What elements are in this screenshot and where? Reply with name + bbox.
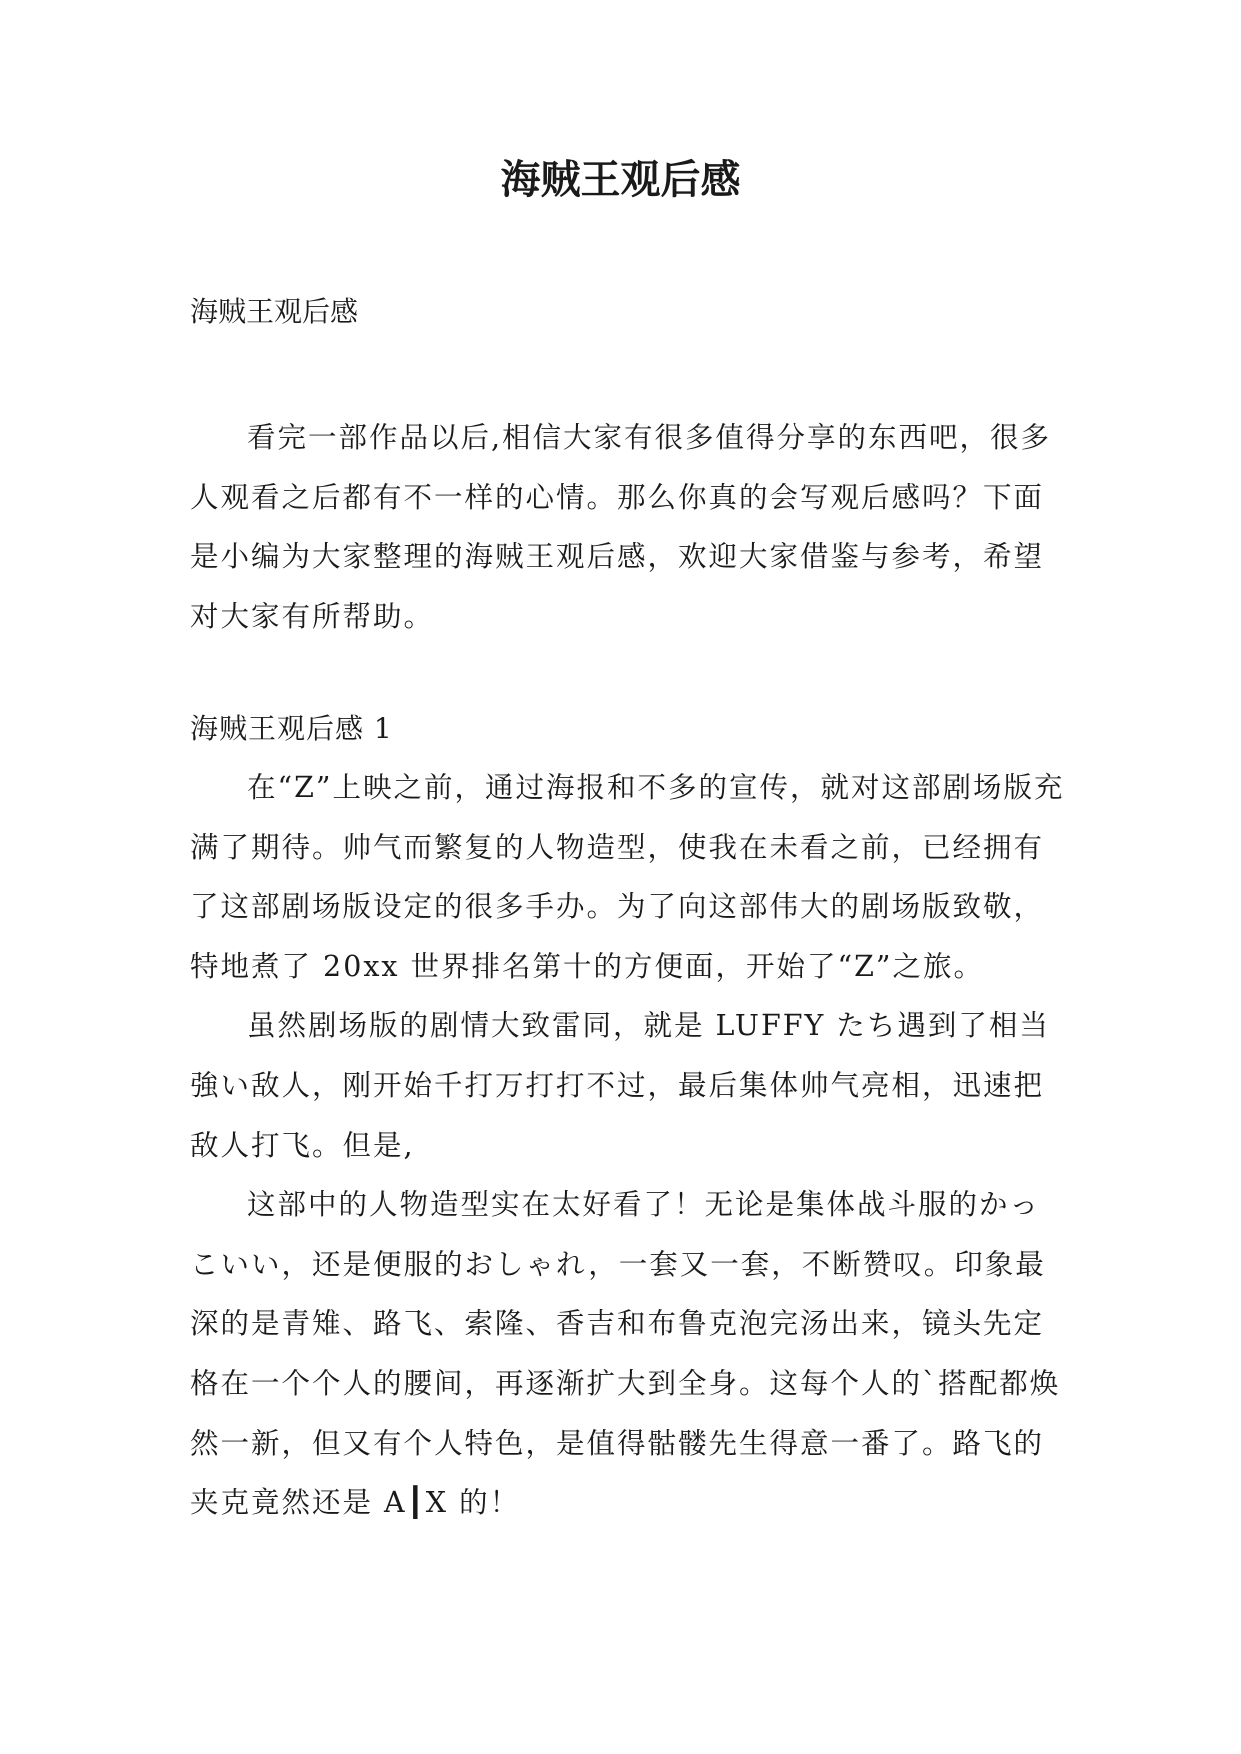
document-subtitle: 海贼王观后感 — [190, 295, 359, 328]
intro-paragraph: 看完一部作品以后,相信大家有很多值得分享的东西吧，很多人观看之后都有不一样的心情。那么你真的会写观后感吗？下面是小编为大家整理的海贼王观后感，欢迎大家借鉴与参考，希望对大家有所帮助。 — [190, 421, 1052, 633]
body-paragraph-1: 在“Z”上映之前，通过海报和不多的宣传，就对这部剧场版充满了期待。帅气而繁复的人物造型，使我在未看之前，已经拥有了这部剧场版设定的很多手办。为了向这部伟大的剧场版致敬，特地煮了 20xx 世界排名第十的方便面，开始了“Z”之旅。 — [190, 771, 1065, 983]
body-paragraph-3: 这部中的人物造型实在太好看了！无论是集体战斗服的かっこいい，还是便服的おしゃれ，一套又一套，不断赞叹。印象最深的是青雉、路飞、索隆、香吉和布鲁克泡完汤出来，镜头先定格在一个个人的腰间，再逐渐扩大到全身。这每个人的`搭配都焕然一新，但又有个人特色，是值得骷髅先生得意一番了。路飞的夹克竟然还是 A┃X 的！ — [190, 1188, 1061, 1520]
body-paragraph-2: 虽然剧场版的剧情大致雷同，就是 LUFFY たち遇到了相当強い敌人，刚开始千打万打打不过，最后集体帅气亮相，迅速把敌人打飞。但是, — [190, 1009, 1050, 1162]
section-heading: 海贼王观后感 1 — [190, 712, 393, 745]
intro-section — [190, 408, 1070, 646]
review-section — [190, 700, 1070, 1533]
document-title: 海贼王观后感 — [500, 157, 741, 203]
